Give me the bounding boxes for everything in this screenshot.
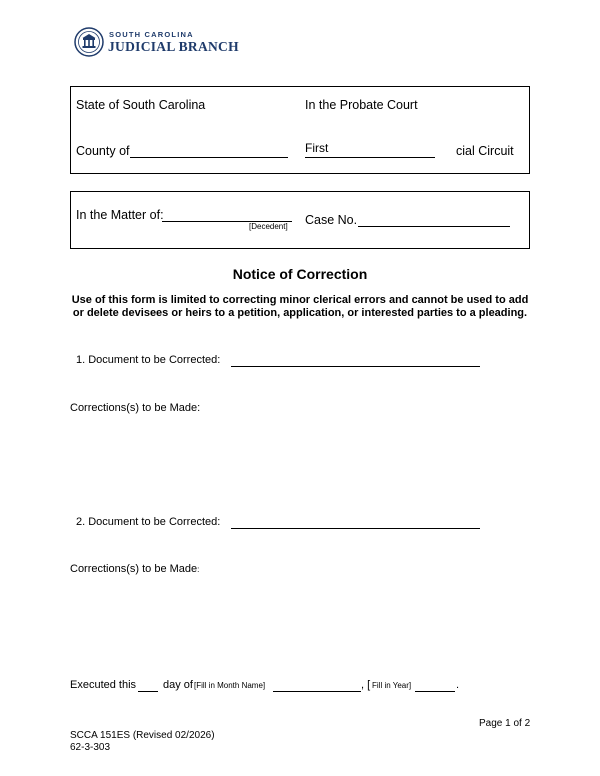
circuit-field[interactable] [305,138,435,158]
form-id: SCCA 151ES (Revised 02/2026) [70,730,215,741]
logo-top-text: SOUTH CAROLINA [109,30,194,39]
execution-period: . [456,679,460,691]
form-title: Notice of Correction [232,266,368,282]
executed-this-label: Executed this [70,679,137,691]
case-number-label: Case No. [305,213,358,227]
matter-label: In the Matter of: [76,208,164,222]
state-label: State of South Carolina [76,98,206,112]
document-1-label: 1. Document to be Corrected: [76,354,221,366]
circuit-suffix-label: cial Circuit [456,144,514,158]
corrections-2-label-text: Corrections(s) to be Made [70,563,198,575]
year-comma: , [ [361,679,371,691]
month-hint: [Fill in Month Name] [194,681,266,690]
execution-day-field[interactable] [138,675,158,692]
form-instructions: Use of this form is limited to correcting minor clerical errors and cannot be used to add or delete devisees or heirs to a petition, application, or interested parties to a pleading. [71,294,529,320]
court-label: In the Probate Court [305,98,418,112]
corrections-2-label [70,564,199,575]
day-of-label: day of [163,679,193,691]
execution-year-field[interactable] [415,675,455,692]
county-field[interactable] [130,141,288,158]
statute-reference: 62-3-303 [70,742,111,753]
judicial-branch-seal-icon [74,27,104,57]
county-label: County of [76,144,130,158]
execution-month-field[interactable] [273,675,361,692]
case-number-field[interactable] [358,210,510,227]
corrections-1-label: Corrections(s) to be Made: [70,402,201,414]
corrections-2-area[interactable] [70,582,534,666]
document-2-label: 2. Document to be Corrected: [76,516,221,528]
logo-bottom-text: JUDICIAL BRANCH [108,39,239,54]
decedent-note: [Decedent] [249,222,288,231]
document-1-field[interactable] [231,350,480,367]
corrections-2-colon: : [197,565,200,574]
page-number: Page 1 of 2 [479,718,531,729]
corrections-1-area[interactable] [70,420,534,504]
document-2-field[interactable] [231,512,480,529]
decedent-field[interactable] [162,205,292,222]
year-hint: Fill in Year] [372,681,412,690]
